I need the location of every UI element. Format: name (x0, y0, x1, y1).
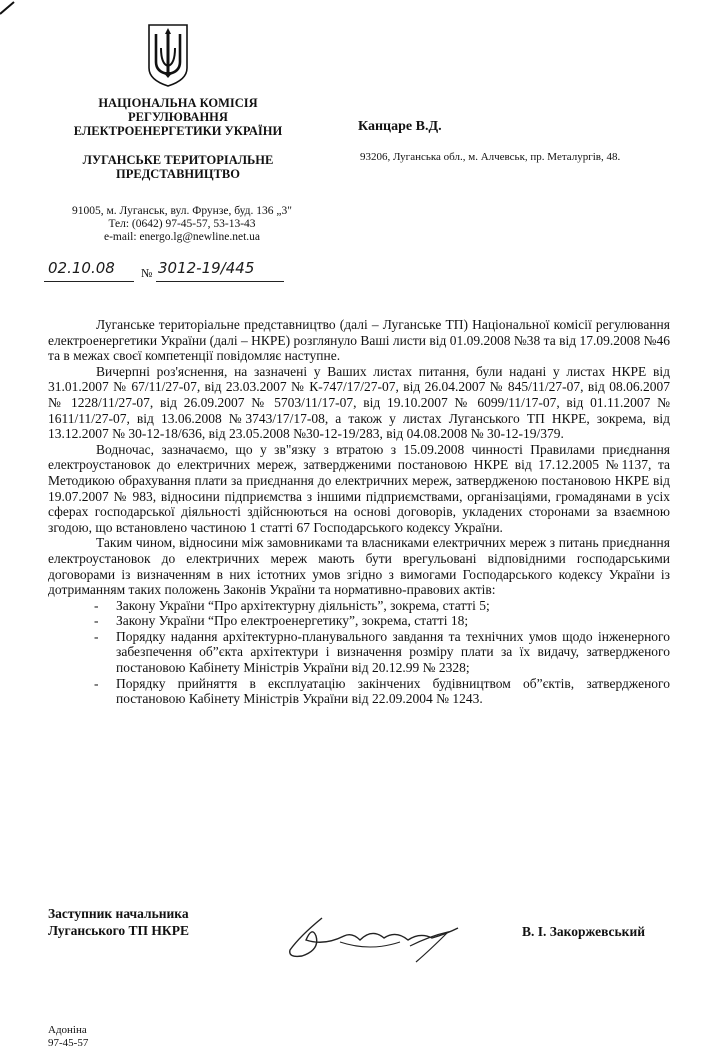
signer-name: В. І. Закоржевський (522, 924, 646, 939)
signatory-title-line1: Заступник начальника (48, 906, 189, 921)
paragraph-2: Вичерпні роз'яснення, на зазначені у Ваших листах питання, були надані у листах НКРЕ від 31.01.2007 № 67/11/27-07, від 23.03.2007 № К-747/17/27-07, від 26.04.2007 № 845/11/27-07, від 08.06.2007 № 1228/11/27-07, від 26.09.2007 № 5703/11/17-07, від 19.10.2007 № 6099/11/17-07, від 01.11.2007 № 1611/11/27-07, від 13.06.2008 №3743/17/17-08, а також у листах Луганського ТП НКРЕ, зокрема, від 13.12.2007 № 30-12-18/636, від 23.05.2008 №30-12-19/283, від 04.08.2008 № 30-12-19/379. (48, 363, 670, 442)
sender-org-name: НАЦІОНАЛЬНА КОМІСІЯ РЕГУЛЮВАННЯ ЕЛЕКТРОЕНЕРГЕТИКИ УКРАЇНИ (73, 96, 283, 138)
sender-phone: Тел: (0642) 97-45-57, 53-13-43 (108, 218, 256, 230)
list-item-text: Закону України “Про електроенергетику”, зокрема, статті 18; (116, 613, 469, 629)
list-item (48, 676, 670, 707)
executor-phone: 97-45-57 (48, 1037, 89, 1049)
paragraph-4: Таким чином, відносини між замовниками та власниками електричних мереж з питань приєднання електроустановок до електричних мереж мають бути врегульовані відповідними господарськими договорами із визначенням в них істотних умов згідно з вимогами Господарського кодексу України із дотриманням таких положень Законів України та нормативно-правових актів: (48, 535, 670, 598)
list-dash: - (94, 613, 99, 629)
paragraph-3: Водночас, зазначаємо, що у зв"язку з втратою з 15.09.2008 чинності Правилами приєднання електроустановок до електричних мереж, затвердженими постановою НКРЕ від 17.12.2005 №1137, та Методикою обрахування плати за приєднання до електричних мереж, затвердженою постановою НКРЕ від 19.07.2007 № 983, відносини підприємства з іншими підприємствами, організаціями, громадянами в усіх сферах господарської діяльності здійснюються на основі договорів, укладених сторонами за взаємною згодою, що встановлено частиною 1 статті 67 Господарського кодексу України. (48, 441, 670, 535)
list-item (48, 613, 670, 629)
corner-mark-icon (0, 0, 20, 16)
reference-number: 3012-19/445 (158, 259, 255, 277)
list-item-text: Закону України “Про архітектурну діяльність”, зокрема, статті 5; (116, 597, 490, 613)
sender-address: 91005, м. Луганськ, вул. Фрунзе, буд. 136 „3" (72, 205, 292, 217)
reference-date-underline (44, 281, 134, 282)
signatory-title-line2: Луганського ТП НКРЕ (48, 923, 189, 938)
list-item (48, 598, 670, 614)
sender-contacts (48, 205, 316, 244)
list-dash: - (94, 628, 99, 644)
paragraph-1: Луганське територіальне представництво (далі – Луганське ТП) Національної комісії регулювання електроенергетики України (далі – НКРЕ) розглянуло Ваші листи від 01.09.2008 №38 та від 17.09.2008 №46 та в межах своєї компетенції повідомляє наступне. (48, 317, 670, 364)
list-dash: - (94, 675, 99, 691)
sender-office-name: ЛУГАНСЬКЕ ТЕРИТОРІАЛЬНЕ ПРЕДСТАВНИЦТВО (82, 153, 274, 181)
handwritten-signature-icon (280, 906, 480, 966)
reference-date: 02.10.08 (48, 259, 115, 277)
list-item-text: Порядку прийняття в експлуатацію закінчених будівництвом об”єктів, затвердженого постановою Кабінету Міністрів України від 22.09.2004 № 1243. (116, 675, 670, 707)
executor-footer (48, 1024, 88, 1050)
letter-body (48, 317, 670, 707)
recipient-address: 93206, Луганська обл., м. Алчевськ, пр. Металургів, 48. (360, 151, 621, 163)
legal-acts-list (48, 598, 670, 707)
recipient-name: Канцаре В.Д. (358, 119, 442, 134)
list-dash: - (94, 597, 99, 613)
signatory-title (48, 905, 189, 939)
list-item (48, 629, 670, 676)
sender-email: e-mail: energo.lg@newline.net.ua (104, 231, 260, 243)
coat-of-arms-icon (146, 22, 190, 88)
executor-name: Адоніна (48, 1024, 87, 1036)
reference-number-underline (156, 281, 284, 282)
reference-number-label: № (141, 266, 153, 280)
list-item-text: Порядку надання архітектурно-планувального завдання та технічних умов щодо інженерного забезпечення об”єкта архітектури і визначення розміру плати за їх видачу, затвердженого постановою Кабінету Міністрів України від 20.12.99 № 2328; (116, 628, 670, 676)
